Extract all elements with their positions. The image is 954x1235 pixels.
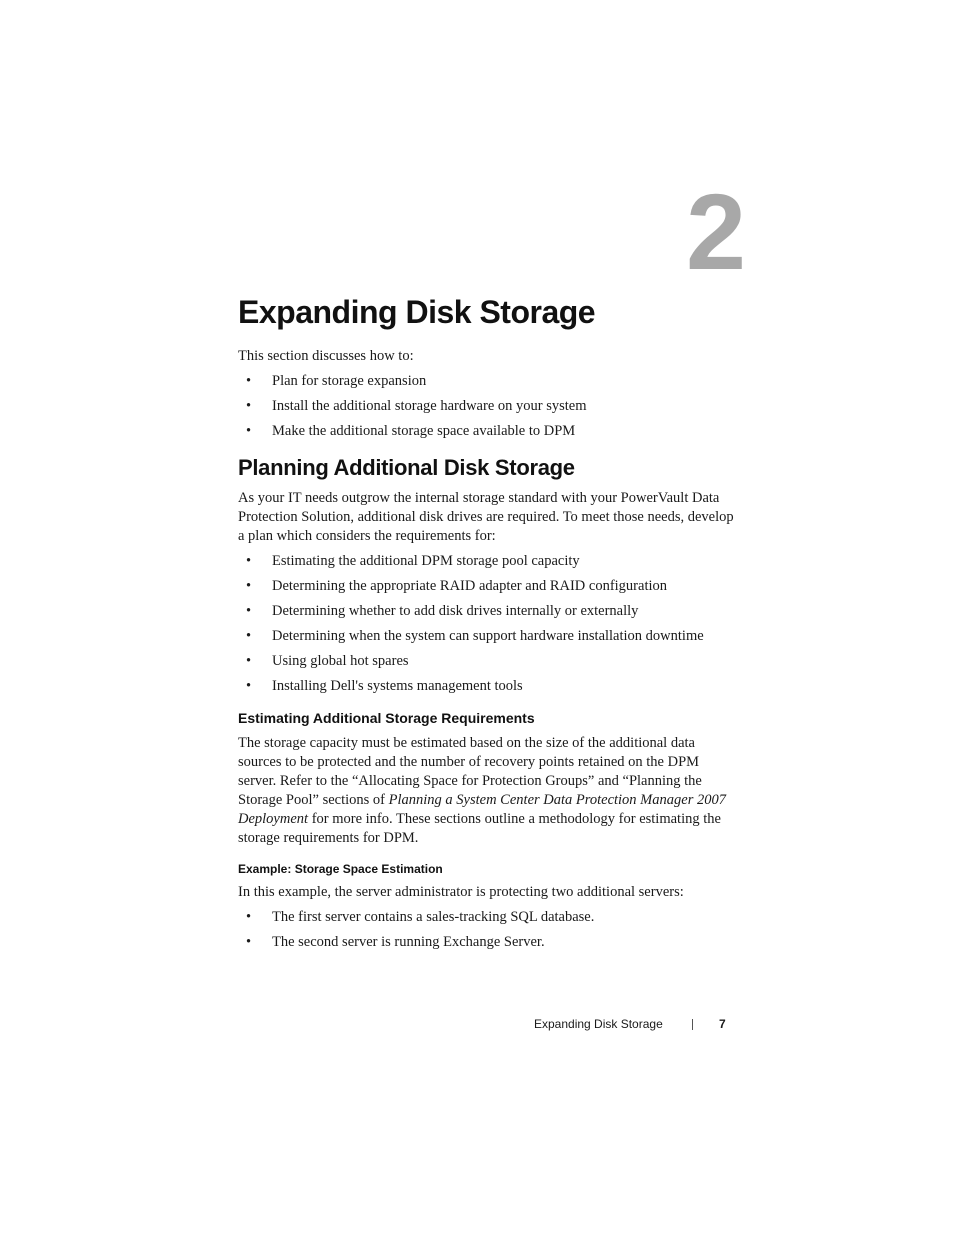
estimating-text-1: The storage capacity must be estimated based on the size of the additional data sources to be protected and the number of recovery points retained on the DPM server. Refer to the “Allocating Space for Protection Groups” and “Planning the Storage Pool” sections of — [238, 735, 702, 808]
list-item: • The first server contains a sales-tracking SQL database. — [238, 908, 738, 927]
intro-text: This section discusses how to: — [238, 348, 414, 364]
subsection-heading-estimating: Estimating Additional Storage Requirements — [238, 710, 535, 726]
list-item: • The second server is running Exchange Server. — [238, 933, 738, 952]
page-number: 7 — [719, 1017, 726, 1031]
planning-list — [238, 552, 738, 696]
example-paragraph: In this example, the server administrator is protecting two additional servers: — [238, 884, 684, 900]
estimating-paragraph — [238, 734, 738, 848]
chapter-number: 2 — [686, 171, 747, 292]
list-item: • Determining the appropriate RAID adapter and RAID configuration — [238, 577, 738, 596]
intro-list — [238, 372, 738, 441]
list-item: • Using global hot spares — [238, 652, 738, 671]
section-heading-planning: Planning Additional Disk Storage — [238, 455, 575, 480]
document-reference: Planning a System Center Data Protection Manager 2007 Deployment — [238, 792, 726, 827]
page-content — [238, 292, 738, 958]
planning-paragraph: As your IT needs outgrow the internal storage standard with your PowerVault Data Protection Solution, additional disk drives are required. To meet those needs, develop a plan which considers the requirements for: — [238, 490, 734, 544]
list-item: • Determining when the system can support hardware installation downtime — [238, 627, 738, 646]
estimating-text-2: for more info. These sections outline a methodology for estimating the storage requirements for DPM. — [238, 811, 721, 846]
list-item: • Installing Dell's systems management tools — [238, 677, 738, 696]
footer-title: Expanding Disk Storage — [534, 1017, 663, 1031]
example-list — [238, 908, 738, 952]
list-item: • Make the additional storage space available to DPM — [238, 422, 738, 441]
footer-separator — [692, 1019, 693, 1030]
list-item: • Estimating the additional DPM storage pool capacity — [238, 552, 738, 571]
list-item: • Install the additional storage hardware on your system — [238, 397, 738, 416]
list-item: • Plan for storage expansion — [238, 372, 738, 391]
list-item: • Determining whether to add disk drives internally or externally — [238, 602, 738, 621]
chapter-title: Expanding Disk Storage — [238, 294, 596, 330]
example-heading: Example: Storage Space Estimation — [238, 862, 443, 876]
